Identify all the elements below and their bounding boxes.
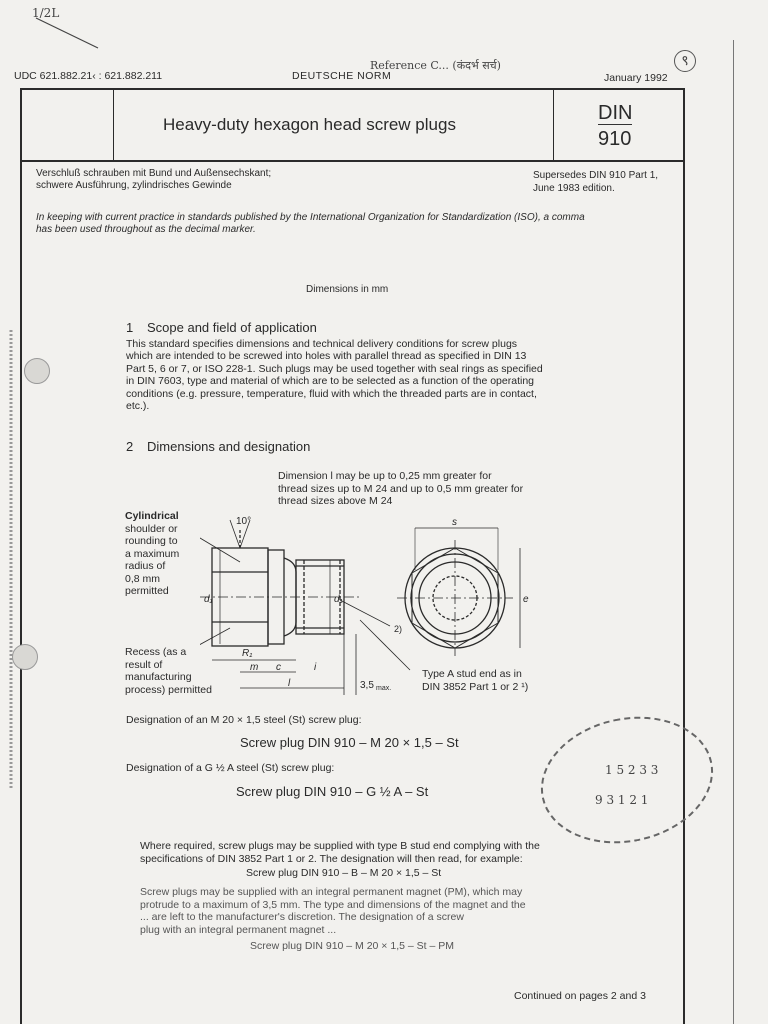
figure-note	[278, 470, 578, 508]
corner-slash-icon	[32, 14, 102, 54]
designation-1-value: Screw plug DIN 910 – M 20 × 1,5 – St	[240, 735, 459, 750]
side-margin-text	[6, 330, 16, 790]
recess-label-line: Recess (as a	[125, 646, 187, 658]
title-divider-right	[553, 88, 554, 160]
dim-i-label: i	[314, 662, 317, 673]
dimensions-note: Dimensions in mm	[306, 284, 389, 295]
section1-line: Part 5, 6 or 7, or ISO 228-1. Such plugs may be used together with seal rings as specified	[126, 362, 543, 375]
binder-hole	[24, 358, 50, 384]
iso-note-line2: has been used throughout as the decimal marker.	[36, 224, 256, 235]
date: January 1992	[604, 72, 668, 84]
din-label: DIN	[598, 102, 633, 124]
supersedes-line2: June 1983 edition.	[533, 183, 615, 194]
stud-label-line: DIN 3852 Part 1 or 2 ¹)	[422, 680, 529, 693]
dim-m-label: m	[250, 662, 259, 673]
callout-2: 2)	[394, 624, 403, 634]
supersedes-line1: Supersedes DIN 910 Part 1,	[533, 170, 659, 181]
dim-s-label: s	[452, 517, 457, 528]
designation-4-value: Screw plug DIN 910 – M 20 × 1,5 – St – PM	[250, 940, 454, 952]
iso-note-line1: In keeping with current practice in standards published by the International Organization for Standardization (ISO), a comma	[36, 212, 585, 223]
recess-label-line: process) permitted	[125, 683, 212, 696]
german-title-line2: schwere Ausführung, zylindrisches Gewinde	[36, 180, 232, 191]
dim-max-label: max.	[376, 685, 392, 692]
magnet-line: protrude to a maximum of 3,5 mm. The type and dimensions of the magnet and the	[140, 898, 526, 911]
section1-line: This standard specifies dimensions and technical delivery conditions for screw plugs	[126, 338, 518, 350]
dim-r-label: R₁	[242, 648, 253, 659]
dim-c-label: c	[276, 662, 281, 673]
recess-label-line: result of	[125, 658, 163, 671]
type-b-line: specifications of DIN 3852 Part 1 or 2. The designation will then read, for example:	[140, 852, 523, 865]
org-name: DEUTSCHE NORM	[292, 70, 392, 82]
section1-line: which are intended to be screwed into holes with parallel thread as specified in DIN 13	[126, 350, 527, 363]
type-b-line: Where required, screw plugs may be supplied with type B stud end complying with the	[140, 840, 540, 852]
screw-plug-drawing	[200, 510, 540, 700]
designation-2-label: Designation of a G ½ A steel (St) screw plug:	[126, 762, 335, 774]
dim-l-label: l	[288, 678, 291, 689]
library-stamp	[529, 701, 725, 858]
top-left-mark: 1/2L	[32, 6, 60, 20]
german-title-line1: Verschluß schrauben mit Bund und Außensechskant;	[36, 168, 272, 179]
figure-note-line: thread sizes above M 24	[278, 495, 393, 507]
magnet-paragraph	[140, 886, 526, 936]
section1-line: conditions (e.g. pressure, temperature, fluid with which the threaded parts are in contact,	[126, 387, 537, 400]
designation-3-value: Screw plug DIN 910 – B – M 20 × 1,5 – St	[246, 867, 442, 879]
dim-d1-label: d₁	[204, 594, 213, 605]
angle-label: 10°	[236, 516, 252, 527]
section1-heading: Scope and field of application	[147, 320, 317, 335]
shoulder-label-line: permitted	[125, 585, 169, 597]
designation-2-value: Screw plug DIN 910 – G ½ A – St	[236, 784, 429, 799]
stamp-number-2: 9 3 1 2 1	[595, 793, 649, 807]
section1-body	[126, 338, 586, 412]
shoulder-label-line: rounding to	[125, 535, 178, 547]
shoulder-label	[125, 510, 179, 598]
din-number: 910	[598, 128, 632, 150]
section2-heading: Dimensions and designation	[147, 439, 311, 454]
shoulder-label-line: a maximum	[125, 547, 180, 560]
section1-line: in DIN 7603, type and material of which are to be selected as a function of the operating	[126, 375, 534, 388]
recess-label	[125, 646, 212, 696]
figure-note-line: thread sizes up to M 24 and up to 0,5 mm greater for	[278, 482, 524, 495]
continued-note: Continued on pages 2 and 3	[514, 990, 646, 1002]
section1-number: 1	[126, 320, 134, 335]
stud-label-line: Type A stud end as in	[422, 668, 522, 680]
shoulder-label-line: shoulder or	[125, 522, 178, 535]
section1-line: etc.).	[126, 400, 150, 413]
section2-number: 2	[126, 439, 134, 454]
shoulder-label-line: 0,8 mm	[125, 572, 161, 585]
figure-note-line: Dimension l may be up to 0,25 mm greater for	[278, 470, 492, 482]
shoulder-label-line: radius of	[125, 560, 166, 572]
frame-title-bottom	[20, 160, 685, 162]
magnet-line: ... are left to the manufacturer's discretion. The designation of a screw	[140, 911, 464, 923]
shoulder-label-line: Cylindrical	[125, 510, 179, 522]
magnet-line: plug with an integral permanent magnet ...	[140, 923, 337, 936]
recess-label-line: manufacturing	[125, 671, 192, 683]
reference-note: Reference C... (कंदर्भ सर्च)	[370, 59, 501, 72]
frame-right-border	[683, 88, 685, 1024]
dim-35-label: 3,5	[360, 680, 374, 691]
type-b-paragraph	[140, 840, 540, 865]
frame-left-border	[20, 88, 22, 1024]
corner-mark: ९	[674, 50, 696, 72]
designation-1-label: Designation of an M 20 × 1,5 steel (St) screw plug:	[126, 714, 362, 726]
dim-e-label: e	[523, 594, 529, 605]
magnet-line: Screw plugs may be supplied with an integral permanent magnet (PM), which may	[140, 886, 523, 898]
title-divider-left	[113, 88, 114, 160]
stamp-number-1: 1 5 2 3 3	[605, 763, 659, 777]
udc-code: UDC 621.882.21‹ : 621.882.211	[14, 70, 163, 82]
outer-right-line	[733, 40, 734, 1024]
dim-d1-thread-label: d₁	[334, 594, 343, 605]
document-title: Heavy-duty hexagon head screw plugs	[163, 115, 456, 134]
frame-top-border	[20, 88, 685, 90]
